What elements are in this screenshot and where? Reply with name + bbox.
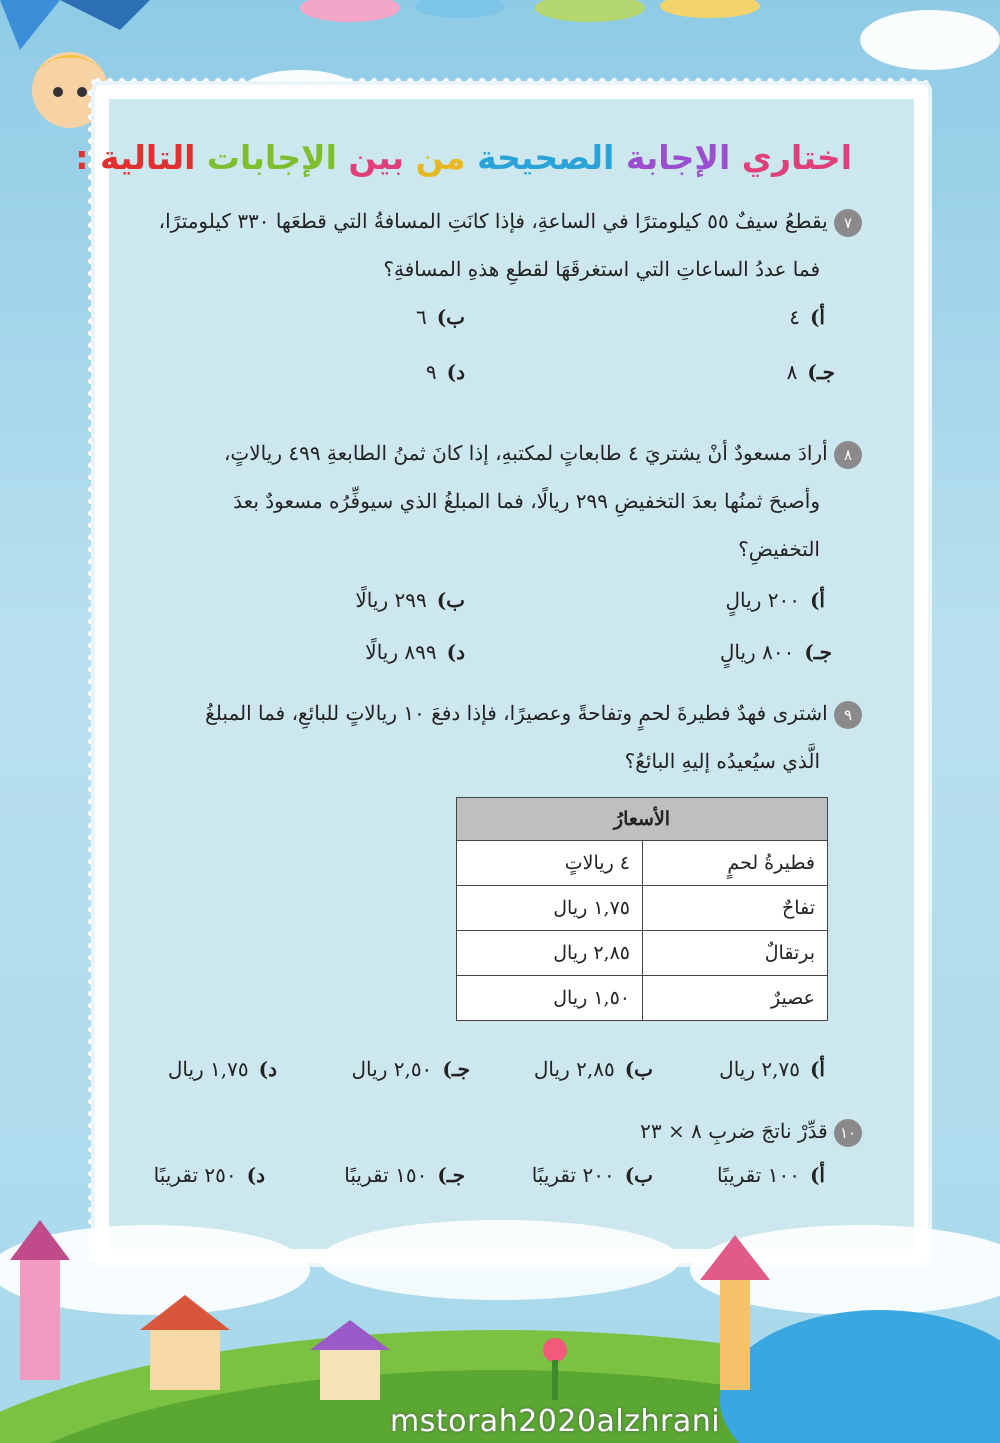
question-line: [224, 430, 862, 476]
option-d[interactable]: [154, 1163, 265, 1187]
option-label: ب): [624, 1163, 653, 1187]
title-part: الإجابة: [614, 138, 731, 177]
option-value: ٢,٧٥ ريال: [719, 1057, 800, 1081]
table-cell-item: عصيرٌ: [643, 976, 828, 1021]
option-c[interactable]: [344, 1163, 465, 1187]
question-text: اشترى فهدٌ فطيرةَ لحمٍ وتفاحةً وعصيرًا، فإذا دفعَ ١٠ ريالاتٍ للبائعِ، فما المبلغُ: [205, 701, 828, 725]
title-part: اختاري: [730, 138, 852, 177]
option-label: أ): [809, 588, 825, 612]
title-part: التالية :: [75, 138, 196, 177]
option-value: ٨: [786, 360, 798, 384]
option-label: ب): [436, 305, 465, 329]
table-cell-price: ١,٧٥ ريال: [457, 886, 643, 931]
table-cell-item: فطيرةُ لحمٍ: [643, 841, 828, 886]
option-label: د): [246, 1163, 265, 1187]
question-text: التخفيضِ؟: [738, 537, 820, 561]
table-row: [457, 841, 828, 886]
question-text: فما عددُ الساعاتِ التي استغرقَهَا لقطعِ هذهِ المسافةِ؟: [383, 257, 820, 281]
table-cell-price: ٢,٨٥ ريال: [457, 931, 643, 976]
option-label: د): [446, 640, 465, 664]
option-a[interactable]: [789, 305, 825, 329]
table-cell-price: ١,٥٠ ريال: [457, 976, 643, 1021]
option-b[interactable]: [534, 1057, 653, 1081]
option-label: جـ): [437, 1163, 465, 1187]
option-d[interactable]: [365, 640, 465, 664]
title-part: من: [403, 138, 466, 177]
option-a[interactable]: [726, 588, 825, 612]
option-label: أ): [809, 1057, 825, 1081]
option-b[interactable]: [355, 588, 465, 612]
question-number-badge: ١٠: [834, 1119, 862, 1147]
question-line: [640, 1108, 862, 1154]
option-value: ٩: [425, 360, 437, 384]
option-d[interactable]: [426, 360, 465, 384]
option-label: د): [258, 1057, 277, 1081]
option-value: ٢,٥٠ ريال: [351, 1057, 433, 1081]
question-text: قدِّرْ ناتجَ ضربِ ٨ × ٢٣: [640, 1119, 828, 1143]
title-part: بين: [336, 138, 404, 177]
table-row: [457, 931, 828, 976]
cloud-decoration: [860, 10, 1000, 70]
option-value: ١,٧٥ ريال: [167, 1057, 249, 1081]
table-cell-item: برتقالٌ: [643, 931, 828, 976]
option-value: ٢٥٠ تقريبًا: [153, 1163, 237, 1187]
question-text: الَّذي سيُعيدُه إليهِ البائعُ؟: [624, 749, 820, 773]
table-row: [457, 886, 828, 931]
option-label: د): [446, 360, 465, 384]
option-value: ٨٩٩ ريالًا: [365, 640, 437, 664]
option-value: ٦: [415, 305, 427, 329]
option-c[interactable]: [787, 360, 835, 384]
option-value: ٤: [789, 305, 800, 329]
title-part: الصحيحة: [465, 138, 615, 177]
option-label: أ): [809, 1163, 825, 1187]
table-header: الأسعارُ: [457, 798, 828, 841]
option-label: أ): [809, 305, 825, 329]
option-value: ٢٠٠ تقريبًا: [531, 1163, 615, 1187]
watermark-text: mstorah2020alzhrani: [390, 1404, 721, 1439]
option-value: ٨٠٠ ريالٍ: [719, 640, 795, 664]
option-c[interactable]: [352, 1057, 471, 1081]
title-part: الإجابات: [195, 138, 337, 177]
page-title: [75, 138, 852, 177]
option-a[interactable]: [717, 1163, 825, 1187]
question-number-badge: ٧: [834, 209, 862, 237]
option-label: ب): [436, 588, 465, 612]
option-c[interactable]: [720, 640, 832, 664]
option-label: جـ): [804, 640, 832, 664]
question-text: وأصبحَ ثمنُها بعدَ التخفيضِ ٢٩٩ ريالًا، فما المبلغُ الذي سيوفِّرُه مسعودٌ بعدَ: [233, 489, 820, 513]
option-d[interactable]: [168, 1057, 277, 1081]
option-value: ١٥٠ تقريبًا: [344, 1163, 428, 1187]
table-cell-item: تفاحٌ: [643, 886, 828, 931]
option-value: ٢,٨٥ ريال: [533, 1057, 615, 1081]
option-label: ب): [624, 1057, 653, 1081]
question-text: يقطعُ سيفٌ ٥٥ كيلومترًا في الساعةِ، فإذا كانَتِ المسافةُ التي قطعَها ٣٣٠ كيلومترًا،: [158, 209, 828, 233]
question-number-badge: ٨: [834, 441, 862, 469]
option-value: ٢٠٠ ريالٍ: [725, 588, 800, 612]
question-text: أرادَ مسعودٌ أنْ يشتريَ ٤ طابعاتٍ لمكتبهِ، إذا كانَ ثمنُ الطابعةِ ٤٩٩ ريالاتٍ،: [223, 441, 828, 465]
table-header-row: [457, 798, 828, 841]
price-table: [456, 797, 828, 1021]
question-line: [159, 198, 862, 244]
table-cell-price: ٤ ريالاتٍ: [457, 841, 643, 886]
question-line: [205, 690, 862, 736]
question-number-badge: ٩: [834, 701, 862, 729]
option-label: جـ): [807, 360, 835, 384]
table-row: [457, 976, 828, 1021]
option-value: ٢٩٩ ريالًا: [355, 588, 427, 612]
option-b[interactable]: [416, 305, 465, 329]
option-value: ١٠٠ تقريبًا: [716, 1163, 800, 1187]
option-b[interactable]: [532, 1163, 653, 1187]
top-decoration: [290, 0, 790, 30]
option-label: جـ): [442, 1057, 470, 1081]
option-a[interactable]: [719, 1057, 825, 1081]
